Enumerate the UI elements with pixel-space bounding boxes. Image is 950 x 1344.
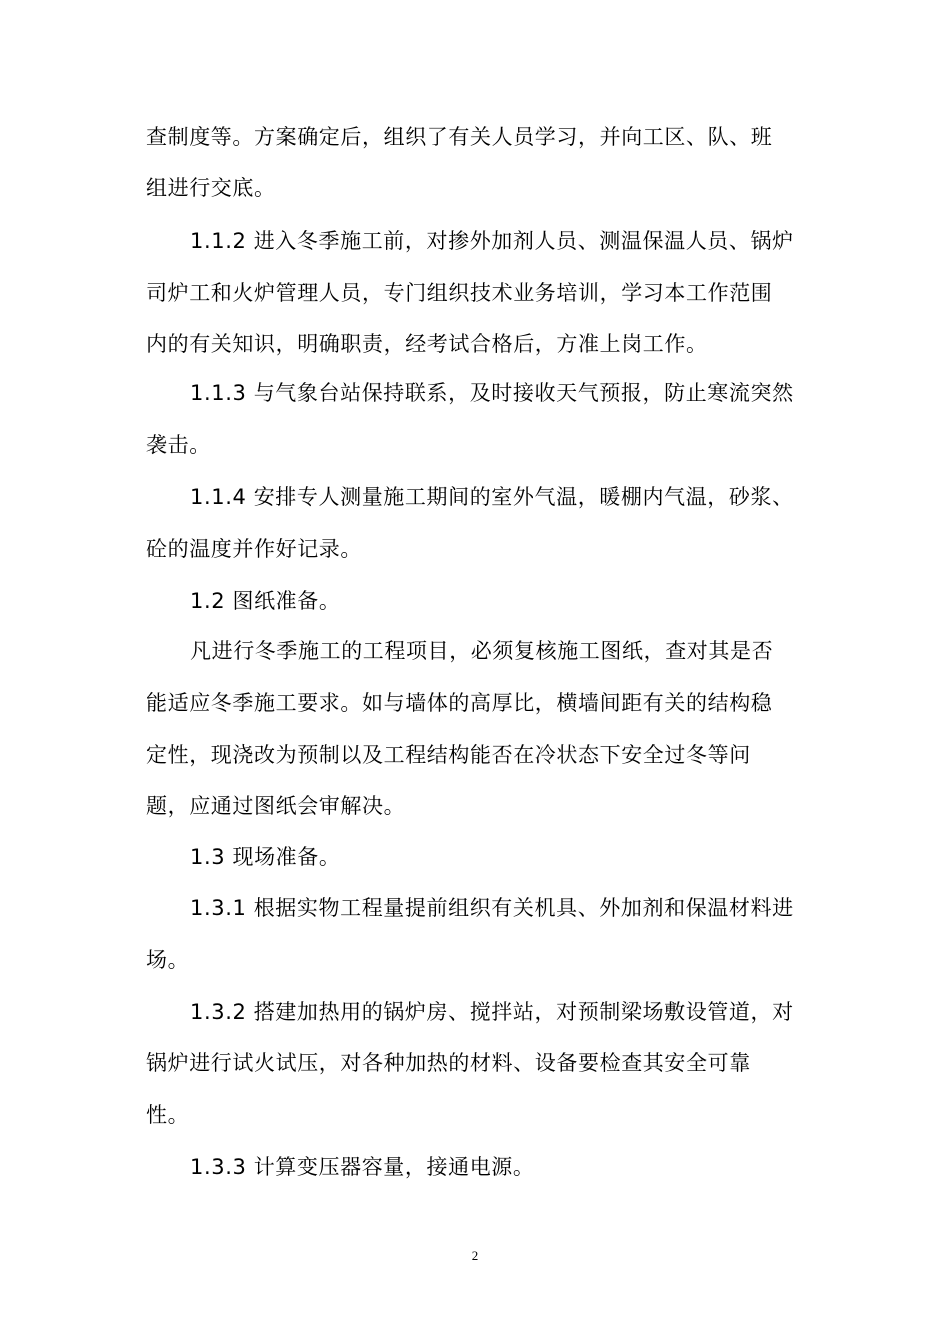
text-line: 1.1.2 进入冬季施工前，对掺外加剂人员、测温保温人员、锅炉 <box>190 229 794 253</box>
text-line: 砼的温度并作好记录。 <box>146 537 362 561</box>
text-line: 组进行交底。 <box>146 176 276 200</box>
text-line: 1.3.2 搭建加热用的锅炉房、搅拌站，对预制梁场敷设管道，对 <box>190 1000 794 1024</box>
text-line: 司炉工和火炉管理人员，专门组织技术业务培训，学习本工作范围 <box>146 281 773 305</box>
text-line: 锅炉进行试火试压，对各种加热的材料、设备要检查其安全可靠 <box>146 1051 751 1075</box>
text-line: 1.3.1 根据实物工程量提前组织有关机具、外加剂和保温材料进 <box>190 896 794 920</box>
text-line: 能适应冬季施工要求。如与墙体的高厚比，横墙间距有关的结构稳 <box>146 691 773 715</box>
text-line: 内的有关知识，明确职责，经考试合格后，方准上岗工作。 <box>146 332 708 356</box>
page-number: 2 <box>471 1248 479 1263</box>
text-line: 查制度等。方案确定后，组织了有关人员学习，并向工区、队、班 <box>146 125 773 149</box>
text-line: 场。 <box>146 948 190 972</box>
text-line: 1.1.4 安排专人测量施工期间的室外气温，暖棚内气温，砂浆、 <box>190 485 794 509</box>
text-line: 定性，现浇改为预制以及工程结构能否在冷状态下安全过冬等问 <box>146 743 751 767</box>
text-line: 袭击。 <box>146 433 211 457</box>
text-line: 1.3.3 计算变压器容量，接通电源。 <box>190 1155 535 1179</box>
text-line: 1.3 现场准备。 <box>190 845 341 869</box>
text-line: 1.2 图纸准备。 <box>190 589 341 613</box>
text-line: 凡进行冬季施工的工程项目，必须复核施工图纸，查对其是否 <box>190 639 774 663</box>
text-line: 1.1.3 与气象台站保持联系，及时接收天气预报，防止寒流突然 <box>190 381 794 405</box>
text-line: 题，应通过图纸会审解决。 <box>146 794 406 818</box>
text-line: 性。 <box>146 1103 190 1127</box>
